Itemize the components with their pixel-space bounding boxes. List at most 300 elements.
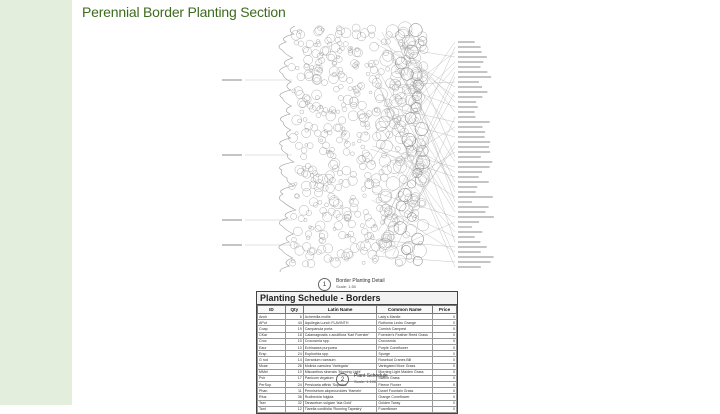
plant-symbol (336, 214, 342, 220)
table-cell: Spurge (377, 351, 433, 357)
plant-symbol (318, 245, 326, 253)
table-cell: Calamagrostis x acutiflora 'Karl Foerster' (303, 332, 377, 338)
plant-symbol (379, 247, 384, 252)
plant-symbol (366, 159, 370, 163)
plant-symbol (330, 159, 340, 169)
plant-symbol (305, 128, 309, 132)
planting-plan-drawing (200, 20, 500, 272)
plant-symbol (350, 171, 356, 177)
plant-symbol (343, 95, 352, 104)
plant-symbol (305, 231, 311, 237)
table-cell: Foamflower (377, 406, 433, 412)
plant-symbol (315, 130, 321, 136)
plant-symbol (347, 77, 353, 83)
plant-symbol (318, 26, 322, 30)
plant-symbol (365, 125, 370, 130)
plant-symbol (301, 154, 307, 160)
plant-symbol (341, 103, 346, 108)
plant-symbol (387, 160, 401, 174)
plant-symbol (357, 132, 362, 137)
table-cell: 0 (433, 344, 457, 350)
plant-symbol (329, 196, 339, 206)
plant-symbol (379, 156, 391, 168)
plant-symbol (371, 225, 377, 231)
leader-line (400, 48, 455, 57)
plant-symbol (322, 185, 328, 191)
table-cell: 0 (433, 369, 457, 375)
slide-title: Perennial Border Planting Section (82, 4, 286, 20)
plant-symbol (336, 110, 340, 114)
side-band (0, 0, 72, 405)
table-cell: G rod (258, 357, 286, 363)
schedule-caption-scale: Scale: 1:100 (354, 379, 377, 384)
plant-symbol (337, 170, 342, 175)
plant-symbol (294, 87, 303, 96)
table-cell: 10 (285, 369, 303, 375)
plant-symbol (352, 142, 355, 145)
table-cell: 17 (285, 375, 303, 381)
plant-symbol (334, 222, 342, 230)
table-cell: 0 (433, 357, 457, 363)
table-cell: Dwarf Fountain Grass (377, 388, 433, 394)
plant-symbol (333, 124, 340, 131)
table-cell: Crocosmia spp. (303, 338, 377, 344)
table-cell: 36 (285, 394, 303, 400)
plant-symbol (316, 113, 321, 118)
table-cell: Geranium rozeaum (303, 357, 377, 363)
table-cell: Coap (258, 326, 286, 332)
plant-symbol (366, 72, 370, 76)
specimen-plant-symbol (413, 80, 423, 90)
plant-symbol (326, 184, 335, 193)
plant-symbol (413, 244, 427, 258)
table-cell: Persicaria affinis 'Superba' (303, 382, 377, 388)
plant-symbol (386, 177, 400, 191)
specimen-plant-symbol (413, 256, 422, 265)
plant-symbol (357, 32, 366, 41)
table-cell: Switch Grass (377, 375, 433, 381)
plant-symbol (308, 167, 313, 172)
plant-symbol (305, 72, 314, 81)
table-cell: Euphorbia spp. (303, 351, 377, 357)
plant-symbol (380, 53, 394, 67)
plant-symbol (294, 227, 303, 236)
specimen-plant-symbol (416, 155, 430, 169)
plant-symbol (359, 155, 366, 162)
plant-symbol (343, 41, 348, 46)
plant-symbol (354, 49, 362, 57)
specimen-plant-symbol (409, 24, 422, 37)
plant-symbol (328, 208, 335, 215)
plant-symbol (295, 165, 304, 174)
plant-symbol (336, 55, 339, 58)
border-outline (279, 26, 296, 272)
plant-symbol (312, 102, 320, 110)
plant-symbol (334, 86, 340, 92)
plant-symbol (318, 200, 322, 204)
plant-symbol (295, 142, 302, 149)
table-row (258, 406, 457, 412)
plant-symbol (338, 117, 345, 124)
plant-symbol (330, 147, 335, 152)
plant-symbol (361, 145, 365, 149)
table-cell: Tiarella cordifolia 'Running Tapestry' (303, 406, 377, 412)
plant-symbol (306, 236, 310, 240)
schedule-header-row (258, 306, 457, 314)
plant-symbol (302, 128, 311, 137)
plant-symbol (303, 171, 310, 178)
plant-symbol (387, 215, 391, 219)
table-cell: Panicum virgatum (303, 375, 377, 381)
plant-symbol (415, 39, 424, 48)
table-cell: Anch (258, 314, 286, 320)
table-cell: 24 (285, 351, 303, 357)
plant-symbol (317, 106, 323, 112)
table-cell: 6 (285, 314, 303, 320)
plant-symbol (361, 132, 370, 141)
plant-symbol (337, 250, 345, 258)
plant-symbol (374, 60, 379, 65)
table-cell: Morning Light Maiden Grass (377, 369, 433, 375)
plant-symbol (416, 151, 421, 156)
plant-symbol (315, 26, 324, 35)
plant-symbol (329, 74, 339, 84)
plant-symbol (380, 238, 392, 250)
plant-symbol (313, 202, 318, 207)
plant-symbol (351, 152, 355, 156)
plant-symbol (298, 216, 304, 222)
drawing-caption-number: 1 (318, 278, 331, 291)
plant-symbol (372, 174, 381, 183)
table-cell: 0 (433, 332, 457, 338)
plant-symbol (291, 31, 301, 41)
plant-symbol (298, 41, 304, 47)
plant-symbol (296, 90, 304, 98)
plant-symbol (382, 165, 392, 175)
table-cell: Rfus (258, 394, 286, 400)
plant-symbol (320, 139, 323, 142)
table-cell: Achemilla mollis (303, 314, 377, 320)
schedule-grid (257, 305, 457, 413)
plant-symbol (398, 22, 412, 36)
plant-symbol (297, 169, 304, 176)
table-cell: 12 (285, 406, 303, 412)
schedule-caption-number: 2 (336, 373, 349, 386)
annotation-leaders (222, 32, 494, 267)
table-cell: Rudbeckia fulgida (303, 394, 377, 400)
plant-symbol (309, 198, 317, 206)
plant-symbol (344, 141, 350, 147)
plant-symbol (361, 187, 366, 192)
plant-symbol (310, 174, 314, 178)
leader-line (372, 200, 455, 252)
plant-symbol (375, 118, 388, 131)
plant-symbol (310, 181, 318, 189)
plant-symbol (394, 160, 407, 173)
table-cell: 26 (285, 363, 303, 369)
plant-symbol (350, 237, 356, 243)
plant-symbol (295, 194, 300, 199)
table-cell: Molinia caerulea 'Variegata' (303, 363, 377, 369)
plant-symbol (323, 108, 328, 113)
leader-line (377, 256, 455, 262)
leader-line (390, 34, 455, 102)
plant-symbol (336, 137, 342, 143)
plant-symbol (304, 55, 313, 64)
plant-symbol (395, 146, 400, 151)
table-cell: 0 (433, 406, 457, 412)
plant-symbol (341, 131, 350, 140)
plant-symbol (295, 246, 304, 255)
table-cell: Fleece Flower (377, 382, 433, 388)
plant-symbol (328, 130, 333, 135)
table-cell: Tser (258, 400, 286, 406)
plant-symbol (363, 210, 368, 215)
plant-symbol (348, 87, 352, 91)
plant-symbol (369, 91, 372, 94)
plant-symbol (296, 66, 300, 70)
plant-symbol (319, 105, 323, 109)
table-cell: 0 (433, 320, 457, 326)
plant-symbol (292, 89, 296, 93)
leader-line (373, 240, 455, 247)
plant-symbol (299, 205, 309, 215)
plant-symbol (386, 32, 393, 39)
table-cell: Purple Coneflower (377, 344, 433, 350)
table-cell: Orange Coneflower (377, 394, 433, 400)
table-cell: Ersp (258, 351, 286, 357)
plant-symbol (314, 43, 318, 47)
schedule-title: Planting Schedule - Borders (257, 292, 457, 305)
table-cell: 0 (433, 338, 457, 344)
table-cell: 10 (285, 344, 303, 350)
table-cell: 14 (285, 357, 303, 363)
plant-symbol (370, 42, 379, 51)
plant-symbol (376, 95, 384, 103)
border-edge-line (279, 26, 296, 272)
plant-symbol (342, 107, 347, 112)
table-cell: 0 (433, 394, 457, 400)
column-header: Price (433, 306, 457, 314)
plant-symbol (324, 255, 332, 263)
plant-symbol (399, 175, 407, 183)
plant-symbol (353, 49, 361, 57)
plant-symbol (358, 82, 365, 89)
table-cell: Tanacetum vulgare 'Isla Gold' (303, 400, 377, 406)
table-cell: MMel (258, 369, 286, 375)
plant-symbol (378, 69, 384, 75)
table-cell: 11 (285, 388, 303, 394)
plant-symbol (309, 248, 316, 255)
plant-symbol (307, 260, 315, 268)
plant-symbol (297, 73, 305, 81)
plant-symbol (331, 44, 340, 53)
plant-symbol (340, 46, 344, 50)
plant-symbol (369, 63, 373, 67)
column-header: ID (258, 306, 286, 314)
plant-symbol (325, 203, 329, 207)
plant-symbol (324, 124, 332, 132)
table-cell: Aquilegia Lunch FLAVINTH (303, 320, 377, 326)
table-cell: 0 (433, 314, 457, 320)
table-cell: 0 (433, 375, 457, 381)
table-cell: Crocosmia (377, 338, 433, 344)
table-cell: Mcae (258, 363, 286, 369)
table-cell: Variegated Moor Grass (377, 363, 433, 369)
plant-symbol (362, 150, 369, 157)
plant-symbol (322, 47, 331, 56)
plant-symbol (298, 119, 302, 123)
plant-symbol (366, 111, 372, 117)
table-cell: 32 (285, 400, 303, 406)
plant-symbol (290, 260, 296, 266)
table-cell: Lady's Mantle (377, 314, 433, 320)
table-cell: Phan (258, 388, 286, 394)
plant-symbol (373, 132, 381, 140)
table-cell: Pvir (258, 375, 286, 381)
plant-symbol (365, 172, 371, 178)
plant-symbol (335, 184, 342, 191)
table-cell: PerSup (258, 382, 286, 388)
plant-symbol (325, 174, 334, 183)
plant-symbol (337, 68, 343, 74)
table-cell: Miscanthus sinensis 'Morning Light' (303, 369, 377, 375)
plant-symbol (294, 40, 299, 45)
table-cell: 0 (433, 326, 457, 332)
plant-symbol (320, 147, 328, 155)
plant-symbol (295, 194, 299, 198)
table-cell: 44 (285, 320, 303, 326)
plant-symbol (360, 224, 364, 228)
plant-symbol (327, 51, 337, 61)
leader-line (411, 115, 455, 242)
plant-symbol (361, 228, 368, 235)
plant-symbol (291, 213, 297, 219)
drawing-caption (318, 278, 385, 291)
table-cell: 0 (433, 363, 457, 369)
plant-symbol (405, 224, 417, 236)
plant-symbol (323, 212, 332, 221)
table-cell: Golden Tansy (377, 400, 433, 406)
plant-symbol (303, 118, 307, 122)
plant-symbol (292, 115, 302, 125)
plant-symbol (319, 237, 325, 243)
plant-symbol (294, 182, 297, 185)
table-cell: 0 (433, 400, 457, 406)
schedule-caption-title: Plant Schedule (354, 373, 388, 379)
schedule-caption (336, 373, 388, 386)
plant-symbol (348, 220, 355, 227)
table-cell: Pennisetum alopecuroides 'Hameln' (303, 388, 377, 394)
plant-symbol (328, 42, 332, 46)
plant-symbol (323, 142, 330, 149)
plant-symbol (315, 96, 319, 100)
plant-symbol (403, 231, 410, 238)
plant-symbol (295, 132, 298, 135)
plant-symbol (328, 54, 335, 61)
plant-symbol (355, 211, 361, 217)
plant-symbol (333, 199, 342, 208)
table-cell: 18 (285, 332, 303, 338)
plant-symbol (381, 191, 392, 202)
plant-symbol (341, 28, 351, 38)
plant-symbol (338, 71, 345, 78)
table-cell: 24 (285, 382, 303, 388)
plant-symbol (362, 261, 365, 264)
plant-symbol (288, 64, 295, 71)
plant-symbol (321, 47, 329, 55)
table-cell: Foerster's Feather Reed Grass (377, 332, 433, 338)
table-cell: APut (258, 320, 286, 326)
drawing-caption-scale: Scale: 1:50 (336, 284, 357, 289)
plant-symbol (300, 110, 304, 114)
plant-symbol (350, 198, 358, 206)
plant-symbol (367, 160, 376, 169)
table-cell: 10 (285, 338, 303, 344)
table-cell: 0 (433, 351, 457, 357)
plant-symbol (322, 212, 326, 216)
plant-symbol (342, 166, 351, 175)
plant-symbol (364, 121, 370, 127)
plant-symbol (392, 85, 399, 92)
plant-symbol (352, 30, 361, 39)
plant-symbol (370, 236, 374, 240)
table-cell: Eaur (258, 344, 286, 350)
plant-symbol (357, 156, 365, 164)
plant-symbol (419, 62, 428, 71)
specimen-plant-symbol (394, 222, 407, 235)
table-cell: Ruthonia Ledro Grange (377, 320, 433, 326)
plant-symbol (304, 218, 307, 221)
plant-symbol (390, 242, 395, 247)
plant-symbol (318, 174, 328, 184)
column-header: Common Name (377, 306, 433, 314)
plant-symbol (307, 143, 313, 149)
plant-symbol (360, 29, 369, 38)
table-cell: Campanula porta (303, 326, 377, 332)
plant-symbol (322, 80, 328, 86)
plant-symbol (350, 204, 358, 212)
plant-symbol (363, 153, 373, 163)
plant-symbol (358, 139, 362, 143)
table-cell: 0 (433, 382, 457, 388)
planting-schedule-table (256, 291, 458, 414)
plant-symbol (342, 252, 350, 260)
table-cell: Echinacea purpurea (303, 344, 377, 350)
plant-symbol (395, 256, 405, 266)
plant-symbol (312, 90, 322, 100)
table-cell: 0 (433, 388, 457, 394)
plant-symbol (363, 194, 367, 198)
plant-symbol (306, 40, 313, 47)
plant-symbol (312, 75, 322, 85)
plant-symbol (348, 111, 358, 121)
plant-symbol (376, 127, 389, 140)
table-cell: Croc (258, 338, 286, 344)
drawing-caption-title: Border Planting Detail (336, 278, 385, 284)
table-cell: Cornish Campest (377, 326, 433, 332)
plant-symbol (358, 101, 366, 109)
plant-symbol (359, 163, 366, 170)
column-header: Latin Name (303, 306, 377, 314)
table-cell: CKar (258, 332, 286, 338)
column-header: Qty (285, 306, 303, 314)
plant-symbol (408, 60, 421, 73)
plant-symbol (315, 189, 323, 197)
table-cell: Rosebud Cranes Bill (377, 357, 433, 363)
plant-symbol (350, 244, 359, 253)
table-cell: Tant (258, 406, 286, 412)
